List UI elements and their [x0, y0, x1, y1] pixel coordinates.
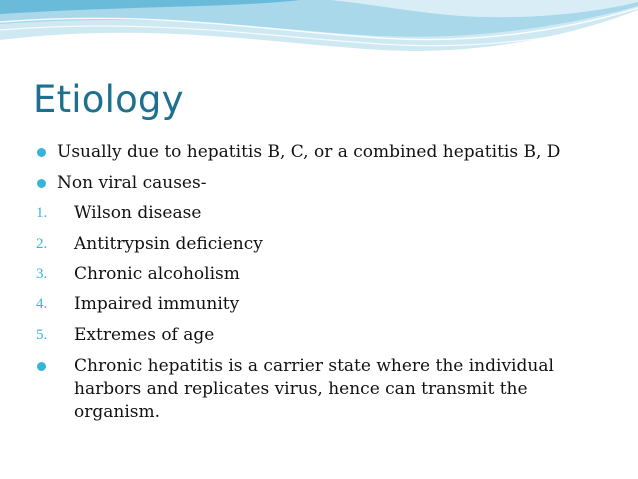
slide-title: Etiology	[33, 78, 184, 121]
list-number: 5.	[36, 327, 48, 343]
list-item-text: Antitrypsin deficiency	[74, 234, 263, 254]
bullet-text-line: harbors and replicates virus, hence can transmit the	[74, 379, 528, 399]
bullet-text: Non viral causes-	[57, 173, 207, 193]
list-number: 2.	[36, 236, 48, 252]
list-item-text: Wilson disease	[74, 203, 202, 223]
bullet-dot-icon	[37, 148, 46, 157]
bullet-dot-icon	[37, 362, 46, 371]
bullet-text	[74, 355, 594, 424]
list-item-text: Chronic alcoholism	[74, 264, 240, 284]
list-number: 1.	[36, 205, 48, 221]
list-number: 4.	[36, 296, 48, 312]
header-wave-decoration	[0, 0, 638, 80]
bullet-text-line: Chronic hepatitis is a carrier state where the individual	[74, 356, 554, 376]
bullet-text: Usually due to hepatitis B, C, or a combined hepatitis B, D	[57, 142, 561, 162]
list-item-text: Extremes of age	[74, 325, 215, 345]
list-item-text: Impaired immunity	[74, 294, 240, 314]
list-number: 3.	[36, 266, 48, 282]
bullet-text-line: organism.	[74, 402, 161, 422]
bullet-dot-icon	[37, 179, 46, 188]
